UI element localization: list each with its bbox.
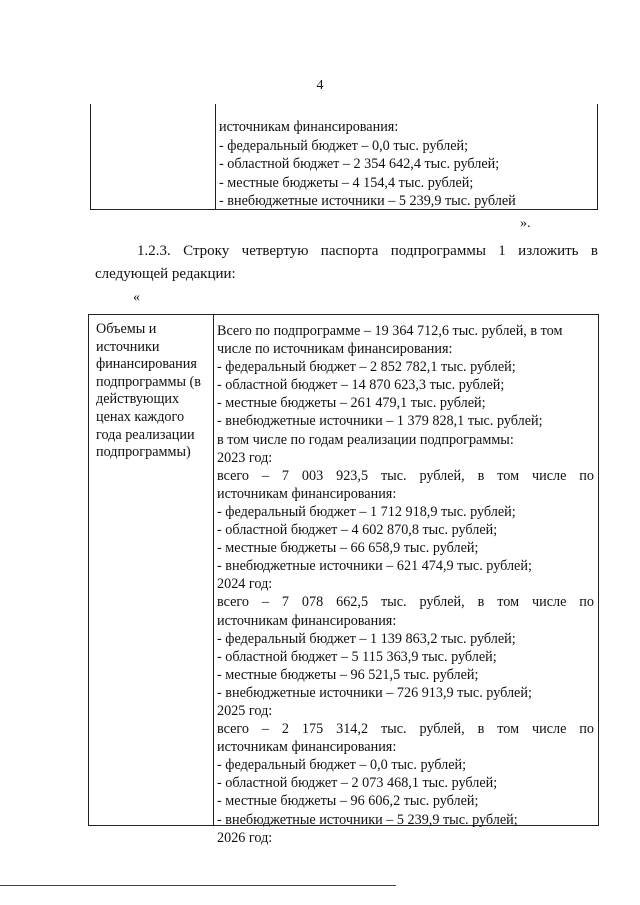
header-line: Объемы и [96, 321, 157, 337]
header-line: действующих [96, 391, 180, 408]
table-line: - внебюджетные источники – 1 379 828,1 тыс. рублей; [217, 413, 543, 430]
table-line: - местные бюджеты – 96 606,2 тыс. рублей; [217, 793, 479, 810]
opening-quote: « [133, 290, 140, 305]
page-number: 4 [316, 78, 324, 93]
table-line: Всего по подпрограмме – 19 364 712,6 тыс. рублей, в том [217, 323, 563, 339]
table-line: - местные бюджеты – 96 521,5 тыс. рублей; [217, 666, 479, 683]
table-line: - внебюджетные источники – 5 239,9 тыс. рублей [219, 193, 516, 209]
year-heading: 2024 год: [217, 576, 273, 593]
table-line: - федеральный бюджет – 2 852 782,1 тыс. рублей; [217, 359, 516, 376]
table-line: - областной бюджет – 14 870 623,3 тыс. рублей; [217, 377, 505, 394]
year-total-line: всего – 2 175 314,2 тыс. рублей, в том числе по [217, 721, 594, 738]
table-line: источникам финансирования: [217, 485, 397, 502]
header-line: года реализации [96, 426, 195, 443]
paragraph-line: следующей редакции: [95, 266, 236, 282]
header-line: источники [96, 338, 160, 355]
table-line: - федеральный бюджет – 0,0 тыс. рублей; [217, 757, 467, 774]
header-line: ценах каждого [96, 408, 185, 425]
table-line: - областной бюджет – 2 354 642,4 тыс. рублей; [219, 156, 500, 172]
funding-details-cell [217, 322, 594, 847]
row-header-cell [96, 321, 210, 462]
year-heading: 2026 год: [217, 829, 273, 846]
header-line: подпрограммы) [96, 444, 191, 461]
table-line: - областной бюджет – 2 073 468,1 тыс. рублей; [217, 775, 498, 792]
table-line: источникам финансирования: [219, 119, 399, 135]
table-line: источникам финансирования: [217, 612, 397, 629]
header-line: подпрограммы (в [96, 373, 201, 390]
table-line: - внебюджетные источники – 621 474,9 тыс. рублей; [217, 558, 532, 575]
column-divider [215, 104, 216, 209]
table-line: - местные бюджеты – 4 154,4 тыс. рублей; [219, 174, 474, 191]
continued-funding-cell [219, 118, 593, 211]
passport-table [88, 314, 599, 846]
table-line: - внебюджетные источники – 5 239,9 тыс. рублей; [217, 811, 518, 828]
year-heading: 2025 год: [217, 702, 273, 719]
amendment-paragraph [95, 240, 598, 286]
paragraph-line: 1.2.3. Строку четвертую паспорта подпрограммы 1 изложить в [137, 243, 598, 259]
table-line: - областной бюджет – 5 115 363,9 тыс. рублей; [217, 648, 497, 665]
table-line: - местные бюджеты – 261 479,1 тыс. рублей; [217, 395, 486, 412]
table-line: источникам финансирования: [217, 739, 397, 756]
footer-rule [0, 885, 396, 886]
closing-quote: ». [520, 216, 531, 231]
year-total-line: всего – 7 078 662,5 тыс. рублей, в том числе по [217, 594, 594, 611]
header-line: финансирования [96, 356, 197, 373]
column-divider [213, 315, 214, 825]
table-line: - федеральный бюджет – 1 712 918,9 тыс. рублей; [217, 503, 516, 520]
table-line: - местные бюджеты – 66 658,9 тыс. рублей; [217, 540, 479, 557]
table-line: в том числе по годам реализации подпрограммы: [217, 431, 514, 448]
table-line: - областной бюджет – 4 602 870,8 тыс. рублей; [217, 522, 498, 539]
table-line: - внебюджетные источники – 726 913,9 тыс. рублей; [217, 684, 532, 701]
table-line: числе по источникам финансирования: [217, 341, 453, 358]
continued-table [90, 104, 598, 210]
table-line: - федеральный бюджет – 1 139 863,2 тыс. рублей; [217, 630, 516, 647]
table-line: - федеральный бюджет – 0,0 тыс. рублей; [219, 137, 469, 154]
year-heading: 2023 год: [217, 449, 273, 466]
year-total-line: всего – 7 003 923,5 тыс. рублей, в том числе по [217, 467, 594, 484]
